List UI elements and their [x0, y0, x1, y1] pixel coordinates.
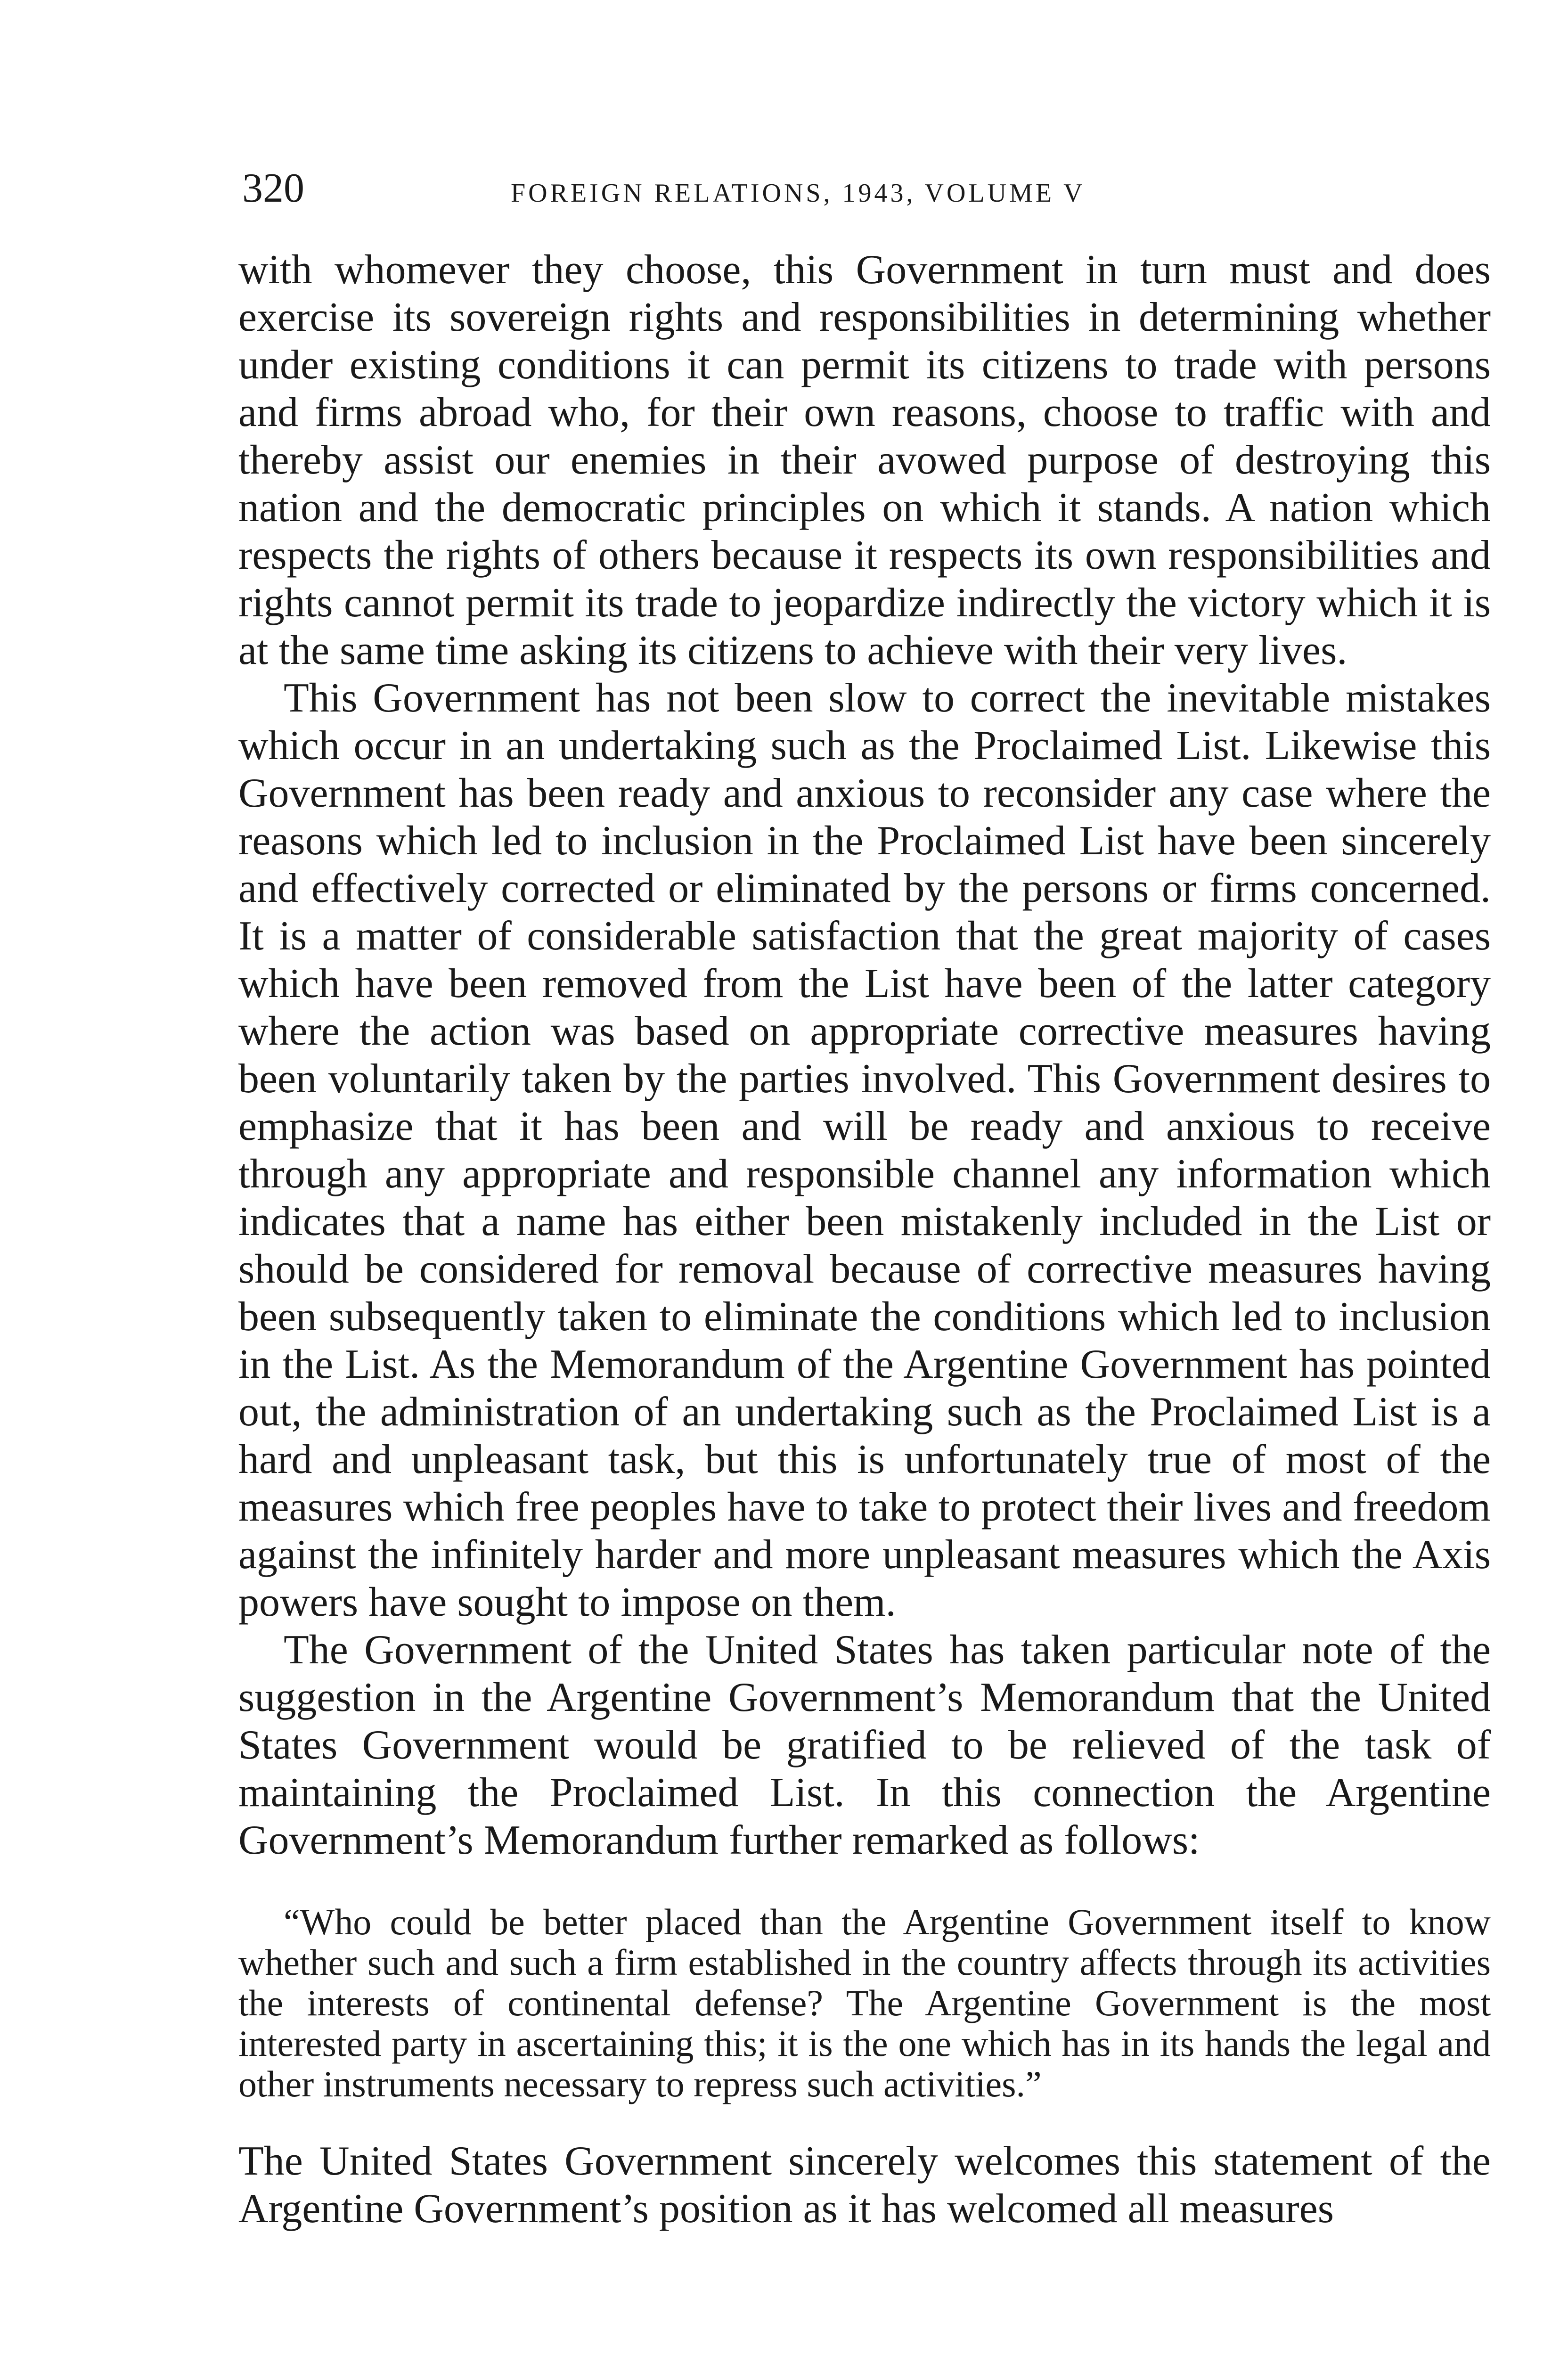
closing-paragraph: The United States Government sincerely welcomes this statement of the Argentine Government’s position as it has welcomed all measures: [238, 2138, 1491, 2232]
page-number: 320: [242, 165, 304, 211]
page-header: [242, 155, 1491, 221]
block-quote: “Who could be better placed than the Argentine Government itself to know whether such and such a firm established in the country affects through its activities the interests of continental defense? The Argentine Government is the most interested party in ascertaining this; it is the one which has in its hands the legal and other instruments necessary to repress such activities.”: [238, 1901, 1491, 2104]
running-title: FOREIGN RELATIONS, 1943, VOLUME V: [511, 179, 1086, 208]
paragraph-1: with whomever they choose, this Government in turn must and does exercise its sovereign rights and responsibilities in determining whether under existing conditions it can permit its citizens to trade with persons and firms abroad who, for their own reasons, choose to traffic with and thereby assist our enemies in their avowed purpose of destroying this nation and the democratic principles on which it stands. A nation which respects the rights of others because it respects its own responsibilities and rights cannot permit its trade to jeopardize indirectly the victory which it is at the same time asking its citizens to achieve with their very lives.: [238, 247, 1491, 673]
paragraph-2: This Government has not been slow to correct the inevitable mistakes which occur in an undertaking such as the Proclaimed List. Likewise this Government has been ready and anxious to reconsider any case where the reasons which led to inclusion in the Proclaimed List have been sincerely and effectively corrected or eliminated by the persons or firms concerned. It is a matter of considerable satisfaction that the great majority of cases which have been removed from the List have been of the latter category where the action was based on appropriate corrective measures having been voluntarily taken by the parties involved. This Government desires to emphasize that it has been and will be ready and anxious to receive through any appropriate and responsible channel any information which indicates that a name has either been mistakenly included in the List or should be considered for removal because of corrective measures having been subsequently taken to eliminate the conditions which led to inclusion in the List. As the Memorandum of the Argentine Government has pointed out, the administration of an undertaking such as the Proclaimed List is a hard and unpleasant task, but this is unfortunately true of most of the measures which free peoples have to take to protect their lives and freedom against the infinitely harder and more unpleasant measures which the Axis powers have sought to impose on them.: [238, 675, 1491, 1625]
body-text: [238, 246, 1491, 2233]
paragraph-3: The Government of the United States has taken particular note of the suggestion in the Argentine Government’s Memorandum that the United States Government would be gratified to be relieved of the task of maintaining the Proclaimed List. In this connection the Argentine Government’s Memorandum further remarked as follows:: [238, 1627, 1491, 1863]
